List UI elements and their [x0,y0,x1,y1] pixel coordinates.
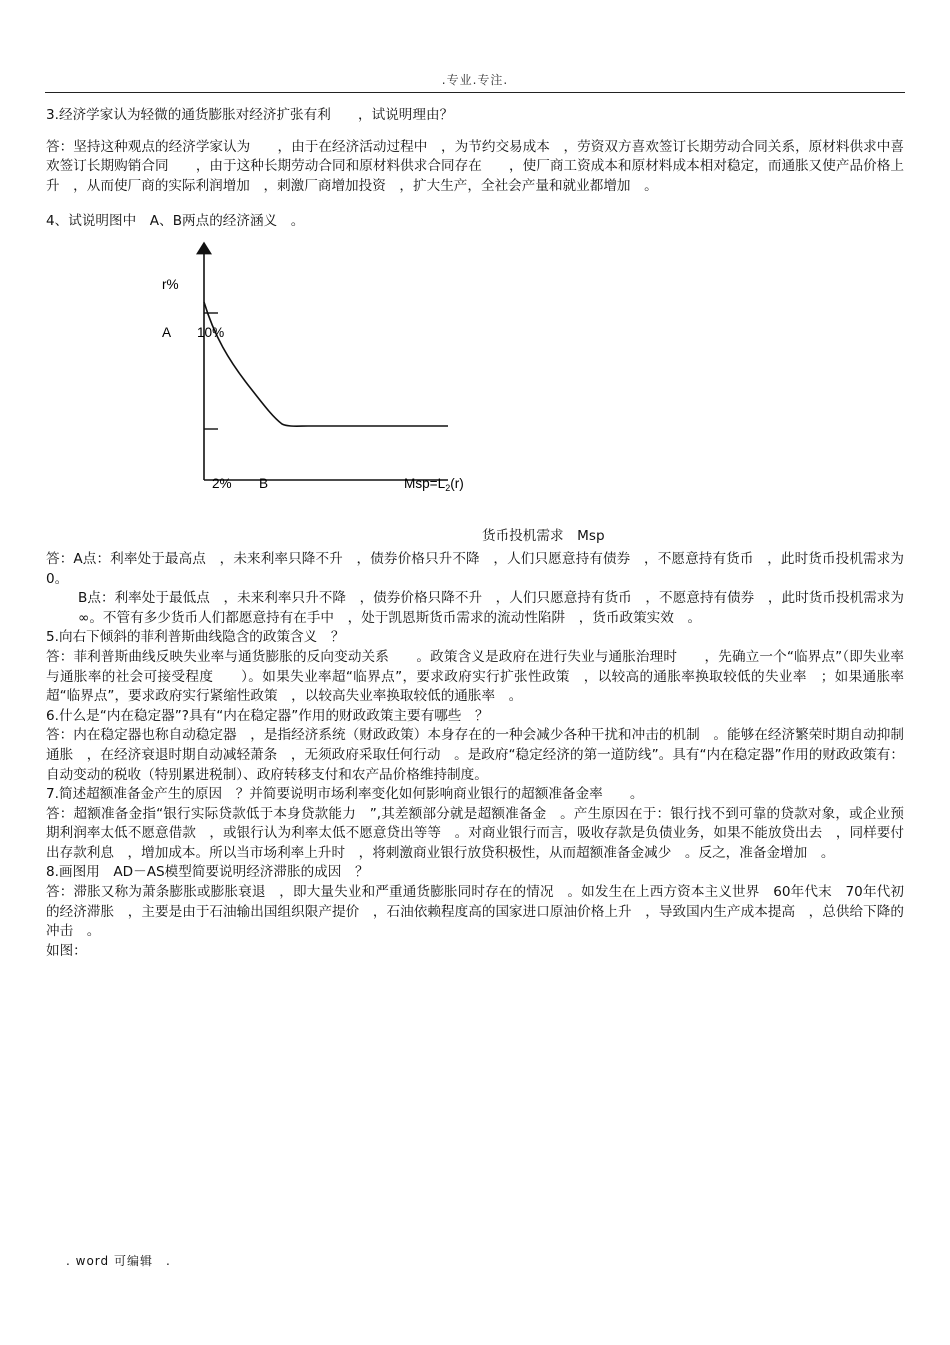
question-7: 7.简述超额准备金产生的原因 ？并简要说明市场利率变化如何影响商业银行的超额准备金率 。 [46,786,644,803]
answer-8: 答：滞胀又称为萧条膨胀或膨胀衰退 ，即大量失业和严重通货膨胀同时存在的情况 。如发生在上西方资本主义世界 60年代末 70年代初的经济滞胀 ，主要是由于石油输出国组织限产提价 ，石油依赖程度高的国家进口原油价格上升 ，导致国内生产成本提高 ，总供给下降的冲击 。 [46,884,904,940]
page-header: .专业.专注. [441,73,509,87]
money-demand-curve [204,302,448,426]
curve-label: $Msp=L_2(r)$ [404,475,464,493]
point-a-label: A [162,324,172,340]
answer-6: 答：内在稳定器也称自动稳定器 ，是指经济系统（财政政策）本身存在的一种会减少各种干扰和冲击的机制 。能够在经济繁荣时期自动抑制通胀 ，在经济衰退时期自动减轻萧条 ，无须政府采取任何行动 。是政府“稳定经济的第一道防线”。具有“内在稳定器”作用的财政政策有：自动变动的税收（特别累进税制）、政府转移支付和农产品价格维持制度。 [46,727,904,783]
spacer [46,196,904,212]
question-3: 3.经济学家认为轻微的通货膨胀对经济扩张有利 ，试说明理由？ [46,107,454,123]
point-b-label: B [259,475,269,491]
liquidity-trap-diagram [46,240,546,520]
answer-4-point-a: 答：A点：利率处于最高点 ，未来利率只降不升 ，债券价格只升不降 ，人们只愿意持有债券 ，不愿意持有货币 ，此时货币投机需求为 0。 [46,550,918,587]
spacer [46,126,904,138]
answer-3: 答：坚持这种观点的经济学家认为 ，由于在经济活动过程中 ，为节约交易成本 ，劳资双方喜欢签订长期劳动合同关系，原材料供求中喜欢签订长期购销合同 ，由于这种长期劳动合同和原材料供求合同存在 ，使厂商工资成本和原材料成本相对稳定，而通胀又使产品价格上升 ，从而使厂商的实际利润增加 ，刺激厂商增加投资 ，扩大生产，全社会产量和就业都增加 。 [46,138,904,194]
figure-note: 如图： [46,942,87,959]
document-body [46,106,918,961]
x-axis-caption: 货币投机需求 Msp [482,527,605,544]
answer-4-point-b: B点：利率处于最低点 ，未来利率只升不降 ，债券价格只降不升 ，人们只愿意持有货币 ，不愿意持有债券 ，此时货币投机需求为 ∞。不管有多少货币人们都愿意持有在手中 ，处于凯恩斯货币需求的流动性陷阱 ，货币政策实效 。 [78,590,918,626]
liquidity-trap-figure [46,240,904,550]
y-axis-label: r% [162,276,179,292]
question-8: 8.画图用 AD－AS模型简要说明经济滞胀的成因 ？ [46,864,369,881]
answer-7: 答：超额准备金指“银行实际贷款低于本身贷款能力 ”,其差额部分就是超额准备金 。产生原因在于：银行找不到可靠的贷款对象，或企业预期利润率太低不愿意借款 ，或银行认为利率太低不愿意贷出等等 。对商业银行而言，吸收存款是负债业务，如果不能放贷出去 ，同样要付出存款利息 ，增加成本。所以当市场利率上升时 ，将刺激商业银行放贷积极性，从而超额准备金减少 。反之，准备金增加 。 [46,805,904,861]
header-divider [45,92,905,93]
question-5: 5.向右下倾斜的菲利普斯曲线隐含的政策含义 ？ [46,629,345,646]
question-4: 4、试说明图中 A、B两点的经济涵义 。 [46,213,305,230]
page-footer: . word 可编辑 . [66,1254,171,1268]
rate-low-label: 2% [212,475,232,491]
rate-high-label: 10% [197,324,225,340]
question-6: 6.什么是“内在稳定器”?具有“内在稳定器”作用的财政政策主要有哪些 ？ [46,707,489,724]
answer-5: 答：菲利普斯曲线反映失业率与通货膨胀的反向变动关系 。政策含义是政府在进行失业与通胀治理时 ，先确立一个“临界点”（即失业率与通胀率的社会可接受程度 ）。如果失业率超“临界点”，要求政府实行扩张性政策 ，以较高的通胀率换取较低的失业率 ；如果通胀率超“临界点”，要求政府实行紧缩性政策 ，以较高失业率换取较低的通胀率 。 [46,648,904,705]
